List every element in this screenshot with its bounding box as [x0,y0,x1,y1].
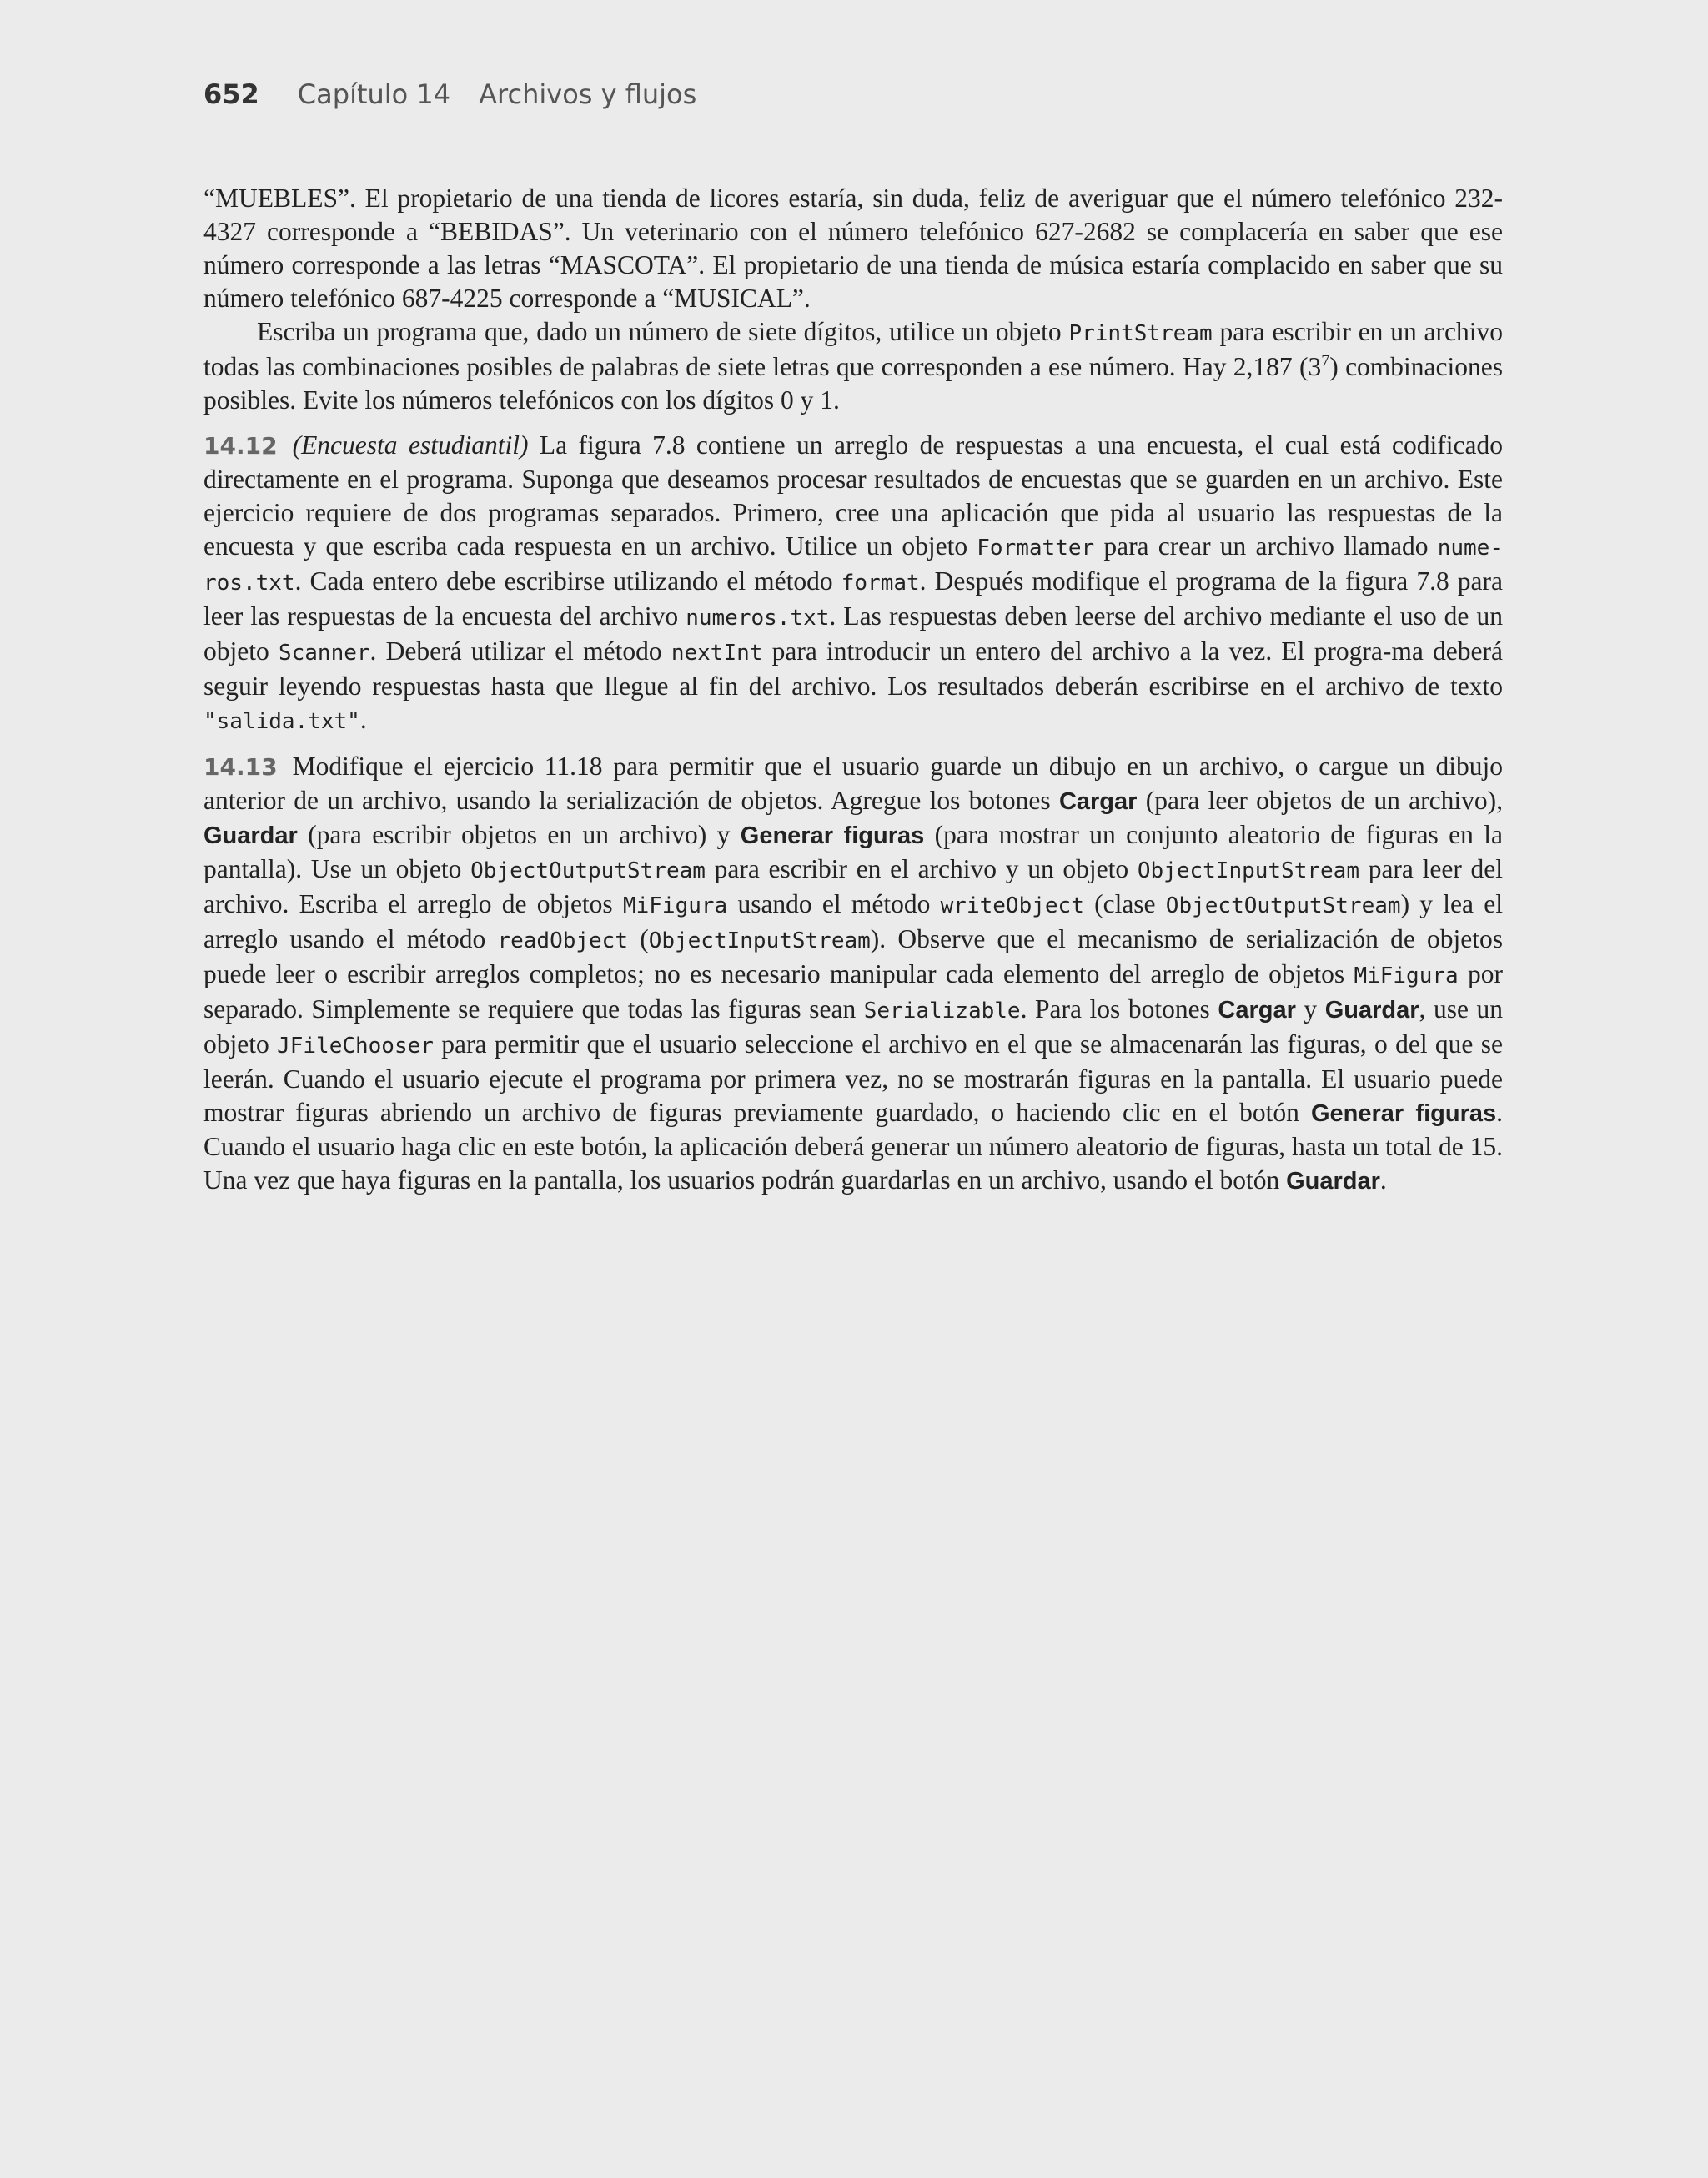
text-run: y [1295,994,1325,1024]
text-run: ). Observe que el mecanismo de serialización de objetos puede leer o escribir arreglos completos; no es necesario manipular cada elemento del arreglo de objetos [203,924,1503,988]
ui-label-cargar: Cargar [1218,997,1296,1024]
chapter-label: Capítulo 14 [297,78,451,110]
code-format: format [841,571,920,596]
code-mifigura: MiFigura [1354,963,1459,988]
text-run: para escribir en un archivo todas las combinaciones posibles de palabras de siete letras que corresponden a ese número. Hay 2,187 (3 [203,317,1503,381]
text-run: para escribir en el archivo y un objeto [705,854,1138,883]
code-scanner: Scanner [278,641,370,666]
text-run: para introducir un entero del archivo a la vez. El progra-ma deberá seguir leyendo respuestas hasta que llegue al fin del archivo. Los resultados deberán escribirse en el archivo de texto [203,636,1503,701]
text-run: ( [628,924,649,953]
text-run: (para leer objetos de un archivo), [1137,786,1503,815]
code-objectoutputstream: ObjectOutputStream [470,858,706,883]
chapter-title: Archivos y flujos [479,78,697,110]
code-mifigura: MiFigura [622,893,728,918]
exercise-14-13 [203,750,1503,1198]
text-run: La figura 7.8 contiene un arreglo de respuestas a una encuesta, el cual está codificado directamente en el programa. Suponga que deseamos procesar resultados de encuestas que se guarden en un archivo. Este ejercicio requiere de dos programas separados. Primero, cree una aplicación que pida al usuario las respuestas de la encuesta y que escriba cada respuesta en un archivo. Utilice un objeto [203,430,1503,561]
exercise-number: 14.12 [203,432,278,460]
text-run: . [359,705,367,734]
text-run: ) combinaciones posibles. Evite los números telefónicos con los dígitos 0 y 1. [203,352,1504,415]
code-nextint: nextInt [671,641,763,666]
exercise-number: 14.13 [203,753,278,781]
text-run: por separado. Simplemente se requiere que todas las figuras sean [203,959,1503,1024]
code-formatter: Formatter [977,536,1095,561]
ui-label-guardar: Guardar [203,822,298,849]
text-run: . Cada entero debe escribirse utilizando el método [294,566,841,596]
text-run: para crear un archivo llamado [1094,531,1438,561]
code-readobject: readObject [497,928,628,953]
code-serializable: Serializable [863,998,1021,1024]
text-run: para permitir que el usuario seleccione el archivo en el que se almacenarán las figuras, o del que se leerán. Cuando el usuario ejecute el programa por primera vez, no se mostrarán figuras en la pantalla. El usuario puede mostrar figuras abriendo un archivo de figuras previamente guardado, o haciendo clic en el botón [203,1029,1503,1127]
paragraph-program-description [203,315,1503,417]
text-run: . Para los botones [1020,994,1218,1024]
ui-label-guardar: Guardar [1324,997,1419,1024]
superscript: 7 [1321,351,1330,370]
text-run: . [1379,1165,1387,1195]
text-run: , use un objeto [203,994,1503,1059]
text-run: . Deberá utilizar el método [369,636,671,666]
text-run: “MUEBLES”. El propietario de una tienda de licores estaría, sin duda, feliz de averiguar que el número telefónico 232-4327 corresponde a “BEBIDAS”. Un veterinario con el número telefónico 627-2682 se complacería en saber que ese número corresponde a las letras “MASCOTA”. El propietario de una tienda de música estaría complacido en saber que su número telefónico 687-4225 corresponde a “MUSICAL”. [203,184,1503,313]
code-objectoutputstream: ObjectOutputStream [1165,893,1401,918]
text-run: (clase [1083,889,1166,918]
code-numeros-txt: numeros.txt [686,606,830,631]
text-run: (para mostrar un conjunto aleatorio de figuras en la pantalla). Use un objeto [203,820,1503,883]
page-number: 652 [203,78,259,110]
exercise-14-12 [203,429,1503,738]
ui-label-guardar: Guardar [1286,1168,1380,1195]
text-run: para leer del archivo. Escriba el arreglo de objetos [203,854,1504,918]
code-numeros-txt: nume-ros.txt [203,536,1503,596]
text-run: ) y lea el arreglo usando el método [203,889,1504,953]
code-jfilechooser: JFileChooser [277,1034,434,1059]
ui-label-generar-figuras: Generar figuras [1310,1100,1497,1127]
text-run: . Cuando el usuario haga clic en este botón, la aplicación deberá generar un número aleatorio de figuras, hasta un total de 15. Una vez que haya figuras en la pantalla, los usuarios podrán guardarlas en un archivo, usando el botón [203,1098,1503,1195]
code-salida-txt: "salida.txt" [203,709,360,734]
running-head [203,78,696,110]
text-run: . Las respuestas deben leerse del archivo mediante el uso de un objeto [203,601,1503,666]
code-printstream: PrintStream [1068,321,1213,346]
code-objectinputstream: ObjectInputStream [1137,858,1359,883]
text-run: usando el método [727,889,941,918]
ui-label-cargar: Cargar [1058,788,1138,815]
body-text [203,182,1503,1198]
code-objectinputstream: ObjectInputStream [648,928,871,953]
code-writeobject: writeObject [940,893,1084,918]
exercise-title: (Encuesta estudiantil) [292,430,529,460]
text-run: Escriba un programa que, dado un número de siete dígitos, utilice un objeto [257,317,1069,346]
text-run: Modifique el ejercicio 11.18 para permitir que el usuario guarde un dibujo en un archivo, o cargue un dibujo anterior de un archivo, usando la serialización de objetos. Agregue los botones [203,752,1503,815]
text-run: (para escribir objetos en un archivo) y [297,820,741,849]
ui-label-generar-figuras: Generar figuras [740,822,925,849]
text-run: . Después modifique el programa de la figura 7.8 para leer las respuestas de la encuesta del archivo [203,566,1503,631]
paragraph-continuation [203,182,1503,315]
